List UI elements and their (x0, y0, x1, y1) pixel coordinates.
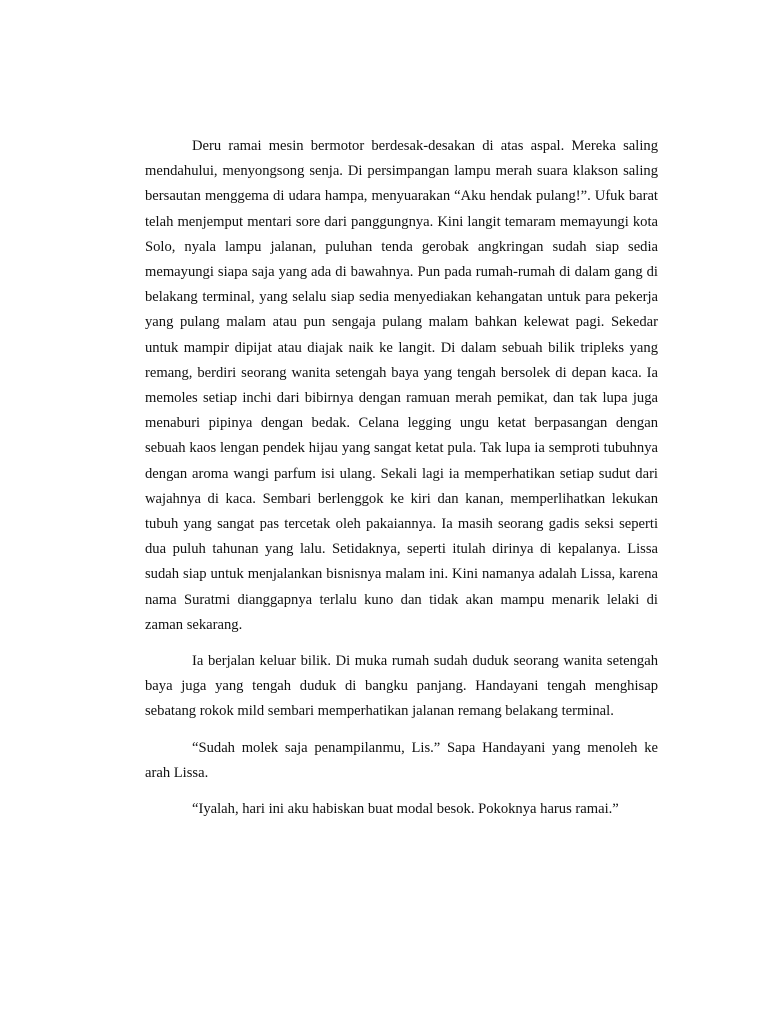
paragraph-1: Deru ramai mesin bermotor berdesak-desakan di atas aspal. Mereka saling mendahului, menyongsong senja. Di persimpangan lampu merah suara klakson saling bersautan menggema di udara hampa, menyuarakan “Aku hendak pulang!”. Ufuk barat telah menjemput mentari sore dari panggungnya. Kini langit temaram memayungi kota Solo, nyala lampu jalanan, puluhan tenda gerobak angkringan sudah siap sedia memayungi siapa saja yang ada di bawahnya. Pun pada rumah-rumah di dalam gang di belakang terminal, yang selalu siap sedia menyediakan kehangatan untuk para pekerja yang pulang malam atau pun sengaja pulang malam bahkan kelewat pagi. Sekedar untuk mampir dipijat atau diajak naik ke langit. Di dalam sebuah bilik tripleks yang remang, berdiri seorang wanita setengah baya yang tengah bersolek di depan kaca. Ia memoles setiap inchi dari bibirnya dengan ramuan merah pemikat, dan tak lupa juga menaburi pipinya dengan bedak. Celana legging ungu ketat berpasangan dengan sebuah kaos lengan pendek hijau yang sangat ketat pula. Tak lupa ia semproti tubuhnya dengan aroma wangi parfum isi ulang. Sekali lagi ia memperhatikan setiap sudut dari wajahnya di kaca. Sembari berlenggok ke kiri dan kanan, memperlihatkan lekukan tubuh yang sangat pas tercetak oleh pakaiannya. Ia masih seorang gadis seksi seperti dua puluh tahunan yang lalu. Setidaknya, seperti itulah dirinya di kepalanya. Lissa sudah siap untuk menjalankan bisnisnya malam ini. Kini namanya adalah Lissa, karena nama Suratmi dianggapnya terlalu kuno dan tidak akan mampu menarik lelaki di zaman sekarang. (145, 138, 658, 633)
story-text (145, 134, 658, 833)
paragraph-2: Ia berjalan keluar bilik. Di muka rumah sudah duduk seorang wanita setengah baya juga yang tengah duduk di bangku panjang. Handayani tengah menghisap sebatang rokok mild sembari memperhatikan jalanan remang belakang terminal. (145, 653, 658, 720)
paragraph-4: “Iyalah, hari ini aku habiskan buat modal besok. Pokoknya harus ramai.” (192, 801, 619, 818)
paragraph-3: “Sudah molek saja penampilanmu, Lis.” Sapa Handayani yang menoleh ke arah Lissa. (145, 739, 658, 781)
